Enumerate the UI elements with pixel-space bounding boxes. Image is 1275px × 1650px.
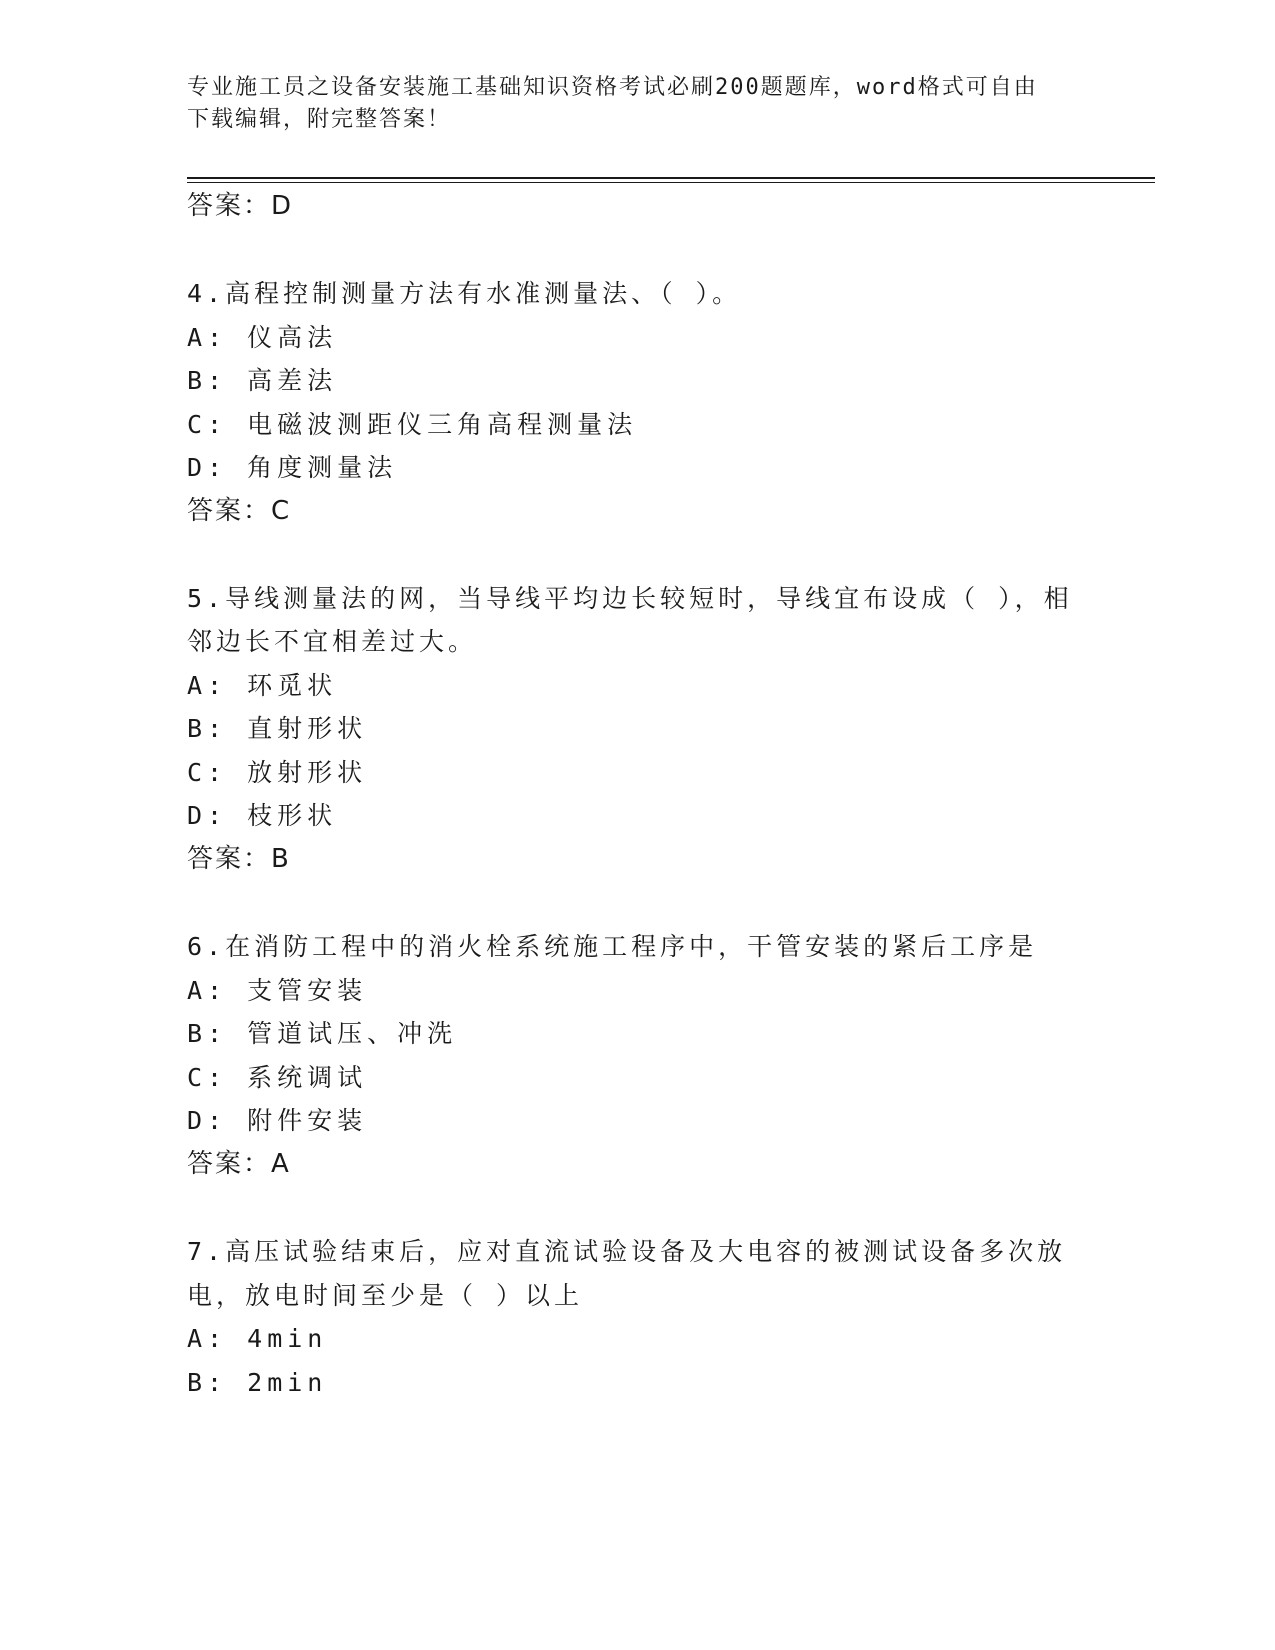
- question-4-option-b: B: 高差法: [187, 366, 338, 395]
- question-5-answer: 答案：B: [187, 844, 291, 874]
- question-5-text-line-1: 5.导线测量法的网，当导线平均边长较短时，导线宜布设成（ ），相: [187, 584, 1073, 613]
- prev-answer: 答案：D: [187, 191, 294, 221]
- question-6-answer: 答案：A: [187, 1149, 291, 1179]
- question-6-option-b: B: 管道试压、冲洗: [187, 1019, 458, 1048]
- question-4-answer: 答案：C: [187, 496, 292, 526]
- question-6-option-c: C: 系统调试: [187, 1063, 368, 1092]
- question-5-option-c: C: 放射形状: [187, 758, 368, 787]
- question-5-option-b: B: 直射形状: [187, 714, 368, 743]
- question-7-text-line-1: 7.高压试验结束后，应对直流试验设备及大电容的被测试设备多次放: [187, 1237, 1067, 1266]
- header-divider: [187, 177, 1155, 179]
- header-line-1: 专业施工员之设备安装施工基础知识资格考试必刷200题题库，word格式可自由: [187, 75, 1038, 100]
- header-divider-thin: [187, 182, 1155, 183]
- question-4-option-a: A: 仪高法: [187, 323, 338, 352]
- question-5-text-line-2: 邻边长不宜相差过大。: [187, 627, 478, 656]
- question-4-option-c: C: 电磁波测距仪三角高程测量法: [187, 410, 638, 439]
- question-7-text-line-2: 电，放电时间至少是（ ）以上: [187, 1281, 584, 1310]
- question-6-text: 6.在消防工程中的消火栓系统施工程序中，干管安装的紧后工序是: [187, 932, 1038, 961]
- question-6-option-a: A: 支管安装: [187, 976, 368, 1005]
- question-4-option-d: D: 角度测量法: [187, 453, 398, 482]
- question-6-option-d: D: 附件安装: [187, 1106, 368, 1135]
- header-line-2: 下载编辑，附完整答案！: [187, 107, 452, 132]
- question-5-option-a: A: 环觅状: [187, 671, 338, 700]
- question-7-option-a: A: 4min: [187, 1324, 328, 1353]
- question-4-text: 4.高程控制测量方法有水准测量法、（ ）。: [187, 279, 742, 308]
- document-header: [187, 72, 1067, 136]
- question-7-option-b: B: 2min: [187, 1368, 328, 1397]
- question-5-option-d: D: 枝形状: [187, 801, 338, 830]
